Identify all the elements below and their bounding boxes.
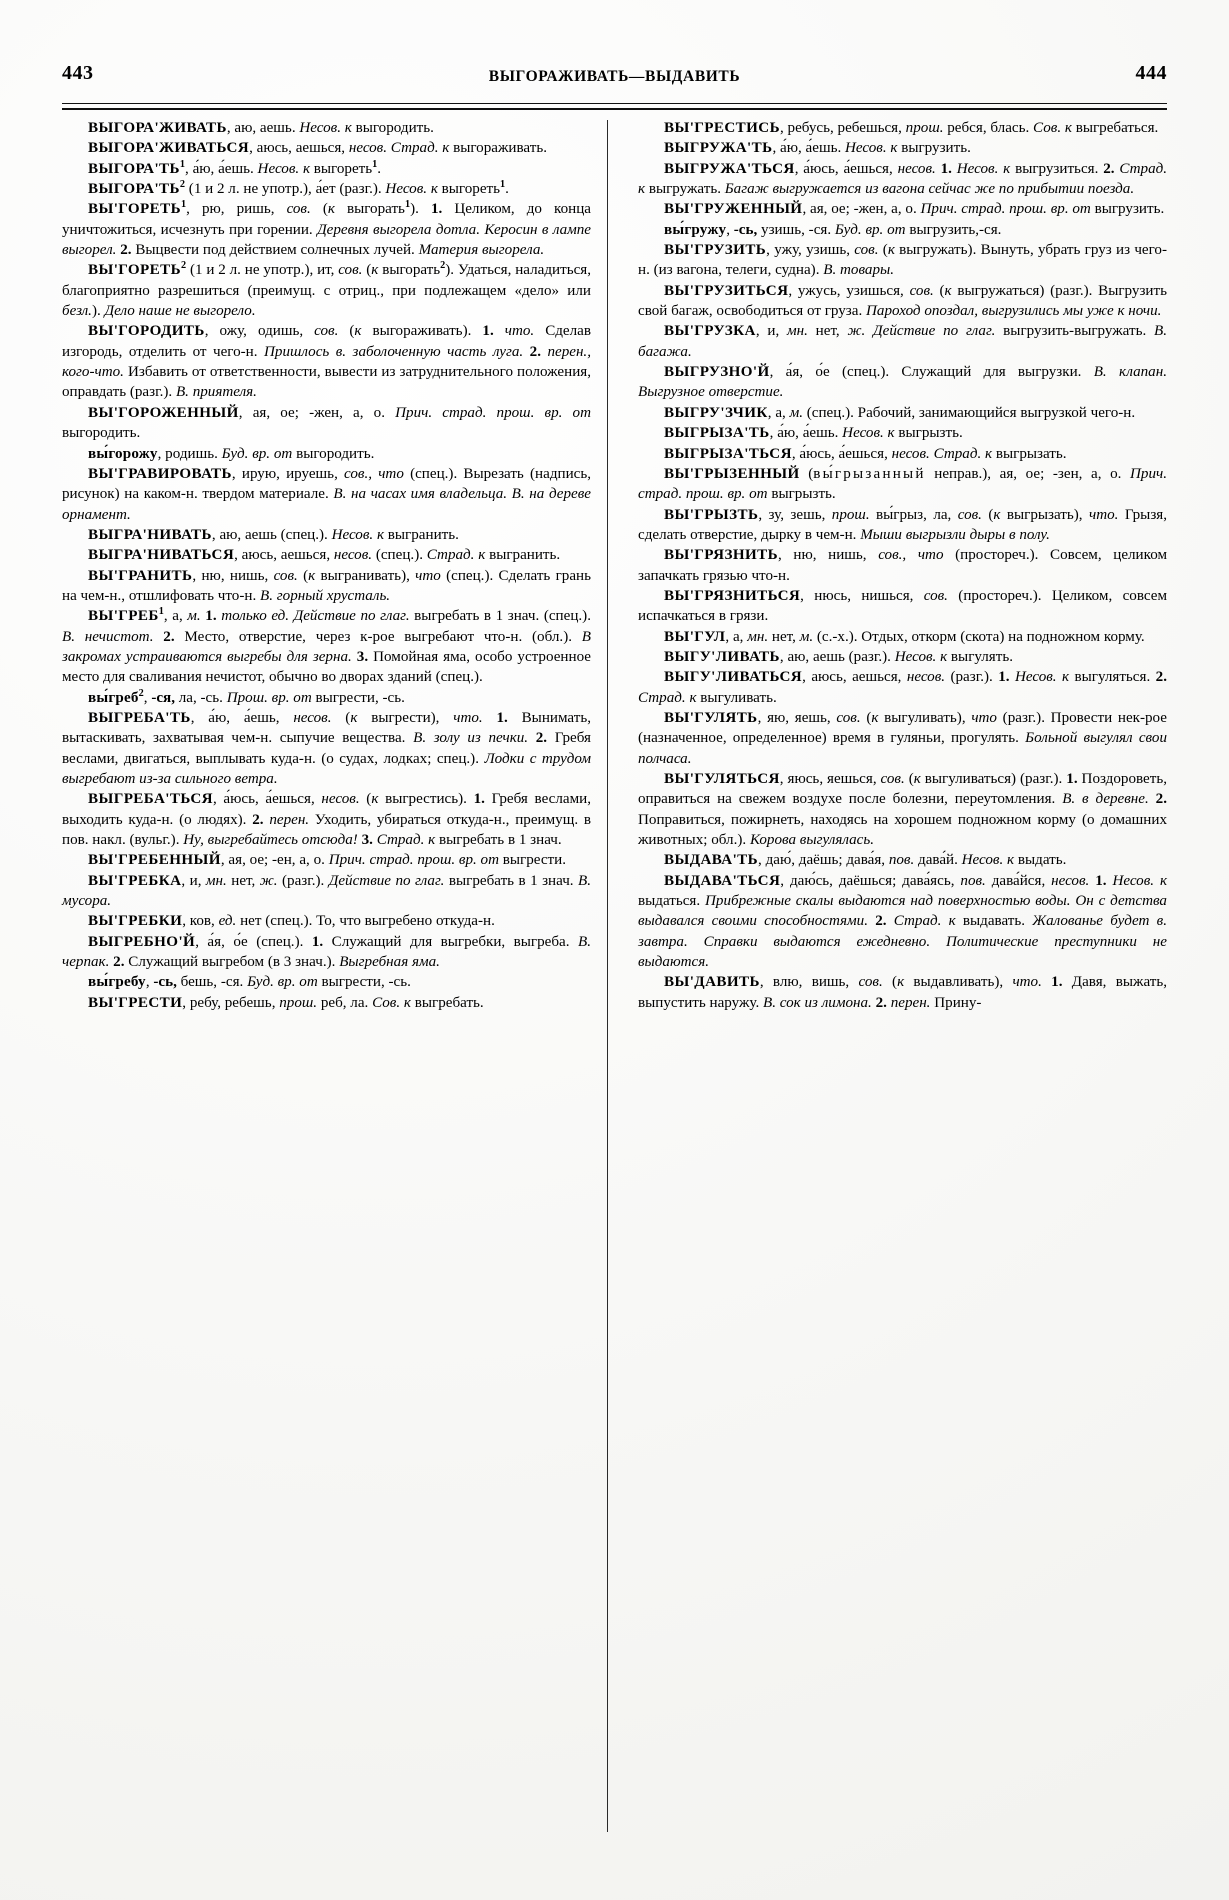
dictionary-entry: [62, 993, 591, 1013]
entry-body: (вы́грызанный неправ.), ая, ое; -зен, а, о. Прич. страд. прош. вр. от выгрызть.: [638, 465, 1167, 503]
entry-body: , влю, вишь, сов. (к выдавливать), что. 1. Давя, выжать, выпустить наружу. В. сок из лимона. 2. перен. Прину-: [638, 974, 1168, 1011]
entry-headword: вы́греб: [88, 689, 139, 706]
dictionary-entry: [62, 321, 591, 402]
entry-headword: ВЫГУ'ЛИВАТЬ: [664, 648, 780, 665]
entry-body: , и, мн. нет, ж. (разг.). Действие по глаг. выгребать в 1 знач. В. мусора.: [62, 872, 592, 910]
dictionary-entry: [62, 708, 591, 789]
entry-body: , ожу, одишь, сов. (к выгораживать). 1. что. Сделав изгородь, отделить от чего-н. Пришлось в. заболоченную часть луга. 2. перен., кого-что. Избавить от ответственности, вывести из затруднительного положения, оправдать (разг.). В. приятеля.: [62, 323, 591, 401]
entry-homograph-index: 2: [179, 179, 186, 190]
dictionary-entry: [638, 871, 1167, 973]
dictionary-entry: [62, 464, 591, 525]
entry-body: , -сь, бешь, -ся. Буд. вр. от выгрести, -сь.: [145, 974, 411, 991]
entry-body: , а, мн. нет, м. (с.-х.). Отдых, откорм (скота) на подножном корму.: [725, 628, 1145, 645]
entry-homograph-index: 2: [180, 260, 187, 272]
entry-headword: ВЫГРУЗНО'Й: [664, 364, 770, 381]
entry-headword: ВЫ'ГРЕСТИСЬ: [664, 120, 780, 136]
entry-headword: ВЫГОРА'ТЬ: [88, 160, 180, 177]
entry-headword: ВЫ'ДАВИТЬ: [664, 974, 760, 991]
entry-headword: ВЫДАВА'ТЬ: [664, 852, 759, 869]
dictionary-entry: [638, 444, 1167, 464]
dictionary-entry: [638, 708, 1167, 769]
entry-headword: ВЫ'ГРЯЗНИТЬСЯ: [664, 587, 801, 604]
column-left: [62, 118, 607, 1830]
dictionary-entry: [62, 118, 591, 138]
entry-headword: ВЫ'ГРЕСТИ: [88, 994, 183, 1011]
folio-left: 443: [62, 62, 94, 84]
dictionary-entry: [638, 850, 1167, 870]
entry-headword: ВЫГРЕБНО'Й: [88, 933, 196, 950]
dictionary-entry: [62, 444, 591, 464]
running-head-title: ВЫГОРАЖИВАТЬ—ВЫДАВИТЬ: [488, 68, 741, 85]
entry-headword: ВЫГОРА'ЖИВАТЬСЯ: [88, 140, 250, 157]
column-right: [608, 118, 1167, 1830]
entry-headword: ВЫГРА'НИВАТЬСЯ: [88, 547, 235, 564]
entry-headword: ВЫГРА'НИВАТЬ: [88, 526, 212, 543]
dictionary-entry: [638, 138, 1167, 158]
entry-headword: ВЫ'ГРЕБКА: [88, 872, 182, 889]
entry-body: , нюсь, нишься, сов. (простореч.). Целиком, совсем испачкаться в грязи.: [638, 587, 1167, 625]
entry-body: , а́ю, а́ешь. Несов. к выгрызть.: [769, 425, 963, 442]
entry-body: , родишь. Буд. вр. от выгородить.: [157, 445, 375, 462]
entry-body: , -ся, ла, -сь. Прош. вр. от выгрести, -сь.: [143, 689, 405, 706]
entry-body: , аю, аешь (спец.). Несов. к выгранить.: [211, 526, 459, 543]
entry-body: , а, м. 1. только ед. Действие по глаг. выгребать в 1 знач. (спец.). В. нечистот. 2. Место, отверстие, через к-рое выгребают что-н. (обл.). В закромах устраиваются выгребы для зерна. 3. Помойная яма, особо устроенное место для сваливания нечистот, обычно во дворах зданий (спец.).: [62, 608, 591, 686]
entry-body: , даю́сь, даёшься; дава́ясь, пов. дава́йся, несов. 1. Несов. к выдаться. Прибрежные скалы выдаются над поверхностью воды. Он с детства выдавался своими способностями. 2. Страд. к выдавать. Жалованье будет в. завтра. Справки выдаются ежедневно. Политические преступники не выдаются.: [638, 872, 1168, 971]
dictionary-entry: [638, 586, 1167, 627]
dictionary-entry: [62, 932, 591, 973]
entry-headword: ВЫГРЕБА'ТЬ: [88, 709, 191, 726]
entry-body: , а́юсь, а́ешься, несов. 1. Несов. к выгрузиться. 2. Страд. к выгружать. Багаж выгружается из вагона сейчас же по прибытии поезда.: [638, 160, 1168, 198]
entry-headword: ВЫГУ'ЛИВАТЬСЯ: [664, 669, 803, 686]
entry-headword: ВЫГРЕБА'ТЬСЯ: [88, 791, 213, 808]
entry-body: (1 и 2 л. не употр.), ит, сов. (к выгорать$^2$). Удаться, наладиться, благоприятно разрешиться (преимущ. с отриц., при подлежащем «дело» или безл.). Дело наше не выгорело.: [62, 260, 591, 320]
dictionary-entry: [62, 525, 591, 545]
dictionary-entry: [638, 627, 1167, 647]
entry-body: , аю, аешь (разг.). Несов. к выгулять.: [779, 648, 1013, 665]
entry-body: , ая, ое; -жен, а, о. Прич. страд. прош. вр. от выгородить.: [62, 404, 591, 442]
entry-body: , аюсь, аешься, несов. (спец.). Страд. к выгранить.: [234, 547, 561, 564]
dictionary-entry: [638, 159, 1167, 200]
entry-headword: ВЫГОРА'ЖИВАТЬ: [88, 120, 227, 136]
dictionary-entry: [62, 972, 591, 992]
dictionary-entry: [62, 789, 591, 850]
dictionary-entry: [62, 688, 591, 708]
entry-headword: ВЫ'ГОРОДИТЬ: [88, 323, 205, 340]
entry-headword: ВЫДАВА'ТЬСЯ: [664, 872, 781, 889]
folio-right: 444: [1135, 62, 1167, 84]
entry-body: , а́ю, а́ешь. Несов. к выгореть$^1$.: [185, 158, 382, 177]
dictionary-entry: [62, 545, 591, 565]
entry-headword: ВЫ'ГРУЗКА: [664, 323, 756, 340]
entry-body: , яю, яешь, сов. (к выгуливать), что (разг.). Провести нек-рое (назначенное, определенное) время в гуляньи, прогулять. Больной выгулял свои полчаса.: [638, 709, 1168, 767]
entry-headword: ВЫ'ГУЛ: [664, 628, 726, 645]
entry-body: , и, мн. нет, ж. Действие по глаг. выгрузить-выгружать. В. багажа.: [638, 323, 1167, 360]
entry-headword: ВЫ'ГРУЗИТЬСЯ: [664, 282, 789, 299]
entry-headword: ВЫ'ГРУЗИТЬ: [664, 242, 767, 259]
dictionary-entry: [638, 118, 1167, 138]
entry-body: , аю, аешь. Несов. к выгородить.: [226, 120, 434, 136]
entry-body: , а́я, о́е (спец.). 1. Служащий для выгребки, выгреба. В. черпак. 2. Служащий выгребом (в 3 знач.). Выгребная яма.: [62, 933, 591, 971]
entry-homograph-index: 1: [180, 199, 187, 211]
dictionary-entry: [62, 199, 591, 260]
entry-body: , ребу, ребешь, прош. реб, ла. Сов. к выгребать.: [182, 994, 484, 1011]
entry-body: , а́я, о́е (спец.). Служащий для выгрузки. В. клапан. Выгрузное отверстие.: [638, 364, 1167, 401]
entry-headword: ВЫ'ГРЕБКИ: [88, 913, 183, 930]
entry-body: , ребусь, ребешься, прош. ребся, блась. Сов. к выгребаться.: [779, 120, 1159, 136]
entry-body: , ужу, узишь, сов. (к выгружать). Вынуть, убрать груз из чего-н. (из вагона, телеги, судна). В. товары.: [638, 242, 1168, 279]
entry-headword: ВЫ'ГРАВИРОВАТЬ: [88, 465, 232, 482]
entry-headword: ВЫ'ГОРЕТЬ: [88, 262, 181, 279]
dictionary-entry: [62, 179, 591, 199]
entry-body: , рю, ришь, сов. (к выгорать$^1$). 1. Целиком, до конца уничтожиться, исчезнуть при горении. Деревня выгорела дотла. Керосин в лампе выгорел. 2. Выцвести под действием солнечных лучей. Материя выгорела.: [62, 199, 592, 259]
entry-headword: ВЫ'ГРАНИТЬ: [88, 567, 193, 584]
entry-body: , ужусь, узишься, сов. (к выгружаться) (разг.). Выгрузить свой багаж, освободиться от груза. Пароход опоздал, выгрузились мы уже к ночи.: [638, 282, 1167, 320]
dictionary-entry: [62, 403, 591, 444]
entry-headword: ВЫГОРА'ТЬ: [88, 181, 180, 198]
dictionary-entry: [638, 769, 1167, 850]
entry-body: , зу, зешь, прош. вы́грыз, ла, сов. (к выгрызать), что. Грызя, сделать отверстие, дырку в чем-н. Мыши выгрызли дыры в полу.: [638, 506, 1167, 543]
entry-body: , ню, нишь, сов. (к выгранивать), что (спец.). Сделать грань на чем-н., отшлифовать что-н. В. горный хрусталь.: [62, 567, 591, 604]
dictionary-entry: [638, 362, 1167, 403]
entry-headword: ВЫГРЫЗА'ТЬСЯ: [664, 445, 792, 462]
dictionary-entry: [638, 464, 1167, 505]
entry-headword: ВЫ'ГУЛЯТЬСЯ: [664, 771, 780, 787]
entry-headword: ВЫ'ГОРЕТЬ: [88, 201, 181, 218]
dictionary-entry: [62, 566, 591, 607]
entry-body: , яюсь, яешься, сов. (к выгуливаться) (разг.). 1. Поздороветь, оправиться на свежем воздухе после болезни, переутомления. В. в деревне. 2. Поправиться, пожирнеть, находясь на хорошем подножном корму (о домашних животных; обл.). Корова выгулялась.: [638, 771, 1167, 849]
entry-body: , а́ю, а́ешь, несов. (к выгрести), что. 1. Вынимать, вытаскивать, захватывая чем-н. сыпучие вещества. В. золу из печки. 2. Гребя веслами, двигаться, выплывать куда-н. (о судах, лодках; спец.). Лодки с трудом выгребают из-за сильного ветра.: [62, 709, 592, 787]
entry-body: , а́юсь, а́ешься, несов. Страд. к выгрызать.: [791, 445, 1067, 462]
entry-headword: ВЫ'ГУЛЯТЬ: [664, 709, 758, 726]
entry-body: , ков, ед. нет (спец.). То, что выгребено откуда-н.: [182, 913, 495, 930]
entry-body: , ирую, ируешь, сов., что (спец.). Вырезать (надпись, рисунок) на каком-н. твердом материале. В. на часах имя владельца. В. на дереве орнамент.: [62, 465, 592, 523]
entry-body: , а́юсь, а́ешься, несов. (к выгрестись). 1. Гребя веслами, выходить куда-н. (о людях). 2. перен. Уходить, убираться откуда-н., преимущ. в пов. накл. (вульг.). Ну, выгребайтесь отсюда! 3. Страд. к выгребать в 1 знач.: [62, 791, 591, 849]
entry-body: , а, м. (спец.). Рабочий, занимающийся выгрузкой чего-н.: [767, 404, 1136, 421]
entry-body: , даю́, даёшь; дава́я, пов. дава́й. Несов. к выдать.: [758, 852, 1067, 869]
entry-headword: вы́горожу: [88, 445, 158, 462]
dictionary-entry: [62, 260, 591, 321]
entry-body: , ая, ое; -ен, а, о. Прич. страд. прош. вр. от выгрести.: [220, 852, 567, 869]
entry-headword: вы́гребу: [88, 974, 146, 991]
running-head: [62, 62, 1167, 96]
dictionary-entry: [638, 972, 1167, 1013]
entry-headword: ВЫГРУЖА'ТЬ: [664, 140, 773, 157]
dictionary-entry: [62, 606, 591, 687]
header-rule: [62, 103, 1167, 110]
entry-body: , аюсь, аешься, несов. Страд. к выгораживать.: [249, 140, 547, 157]
dictionary-entry: [638, 240, 1167, 281]
dictionary-entry: [638, 220, 1167, 240]
entry-body: , ая, ое; -жен, а, о. Прич. страд. прош. вр. от выгрузить.: [802, 201, 1165, 218]
entry-headword: ВЫ'ГРУЖЕННЫЙ: [664, 201, 803, 218]
entry-body: , а́ю, а́ешь. Несов. к выгрузить.: [772, 140, 971, 157]
dictionary-entry: [62, 850, 591, 870]
dictionary-entry: [638, 505, 1167, 546]
entry-headword: ВЫ'ГРЯЗНИТЬ: [664, 547, 778, 564]
entry-body: , ню, нишь, сов., что (простореч.). Совсем, целиком запачкать грязью что-н.: [638, 547, 1168, 584]
entry-body: (1 и 2 л. не употр.), а́ет (разг.). Несов. к выгореть$^1$.: [185, 179, 509, 198]
entry-headword: ВЫ'ГРЕБЕННЫЙ: [88, 852, 221, 869]
dictionary-entry: [638, 281, 1167, 322]
entry-headword: ВЫ'ГОРОЖЕННЫЙ: [88, 404, 239, 421]
dictionary-entry: [62, 138, 591, 158]
dictionary-entry: [638, 667, 1167, 708]
entry-headword: ВЫ'ГРЫЗЕННЫЙ: [664, 465, 800, 482]
dictionary-entry: [638, 403, 1167, 423]
entry-headword: ВЫ'ГРЕБ: [88, 608, 159, 625]
dictionary-entry: [638, 199, 1167, 219]
entry-homograph-index: 1: [179, 158, 186, 170]
dictionary-entry: [638, 423, 1167, 443]
entry-headword: ВЫГРУ'ЗЧИК: [664, 404, 768, 421]
dictionary-entry: [62, 911, 591, 931]
entry-homograph-index: 2: [138, 687, 144, 699]
entry-headword: ВЫГРЫЗА'ТЬ: [664, 425, 770, 442]
entry-homograph-index: 1: [158, 606, 164, 618]
entry-headword: ВЫ'ГРЫЗТЬ: [664, 506, 759, 523]
dictionary-entry: [638, 647, 1167, 667]
dictionary-entry: [62, 871, 591, 912]
dictionary-entry: [638, 545, 1167, 586]
entry-body: , аюсь, аешься, несов. (разг.). 1. Несов. к выгуляться. 2. Страд. к выгуливать.: [638, 669, 1167, 706]
page-columns: [62, 118, 1167, 1830]
entry-headword: вы́гружу: [664, 221, 727, 238]
entry-body: , -сь, узишь, -ся. Буд. вр. от выгрузить,-ся.: [726, 221, 1002, 238]
dictionary-entry: [638, 321, 1167, 362]
dictionary-entry: [62, 159, 591, 179]
entry-headword: ВЫГРУЖА'ТЬСЯ: [664, 160, 795, 177]
